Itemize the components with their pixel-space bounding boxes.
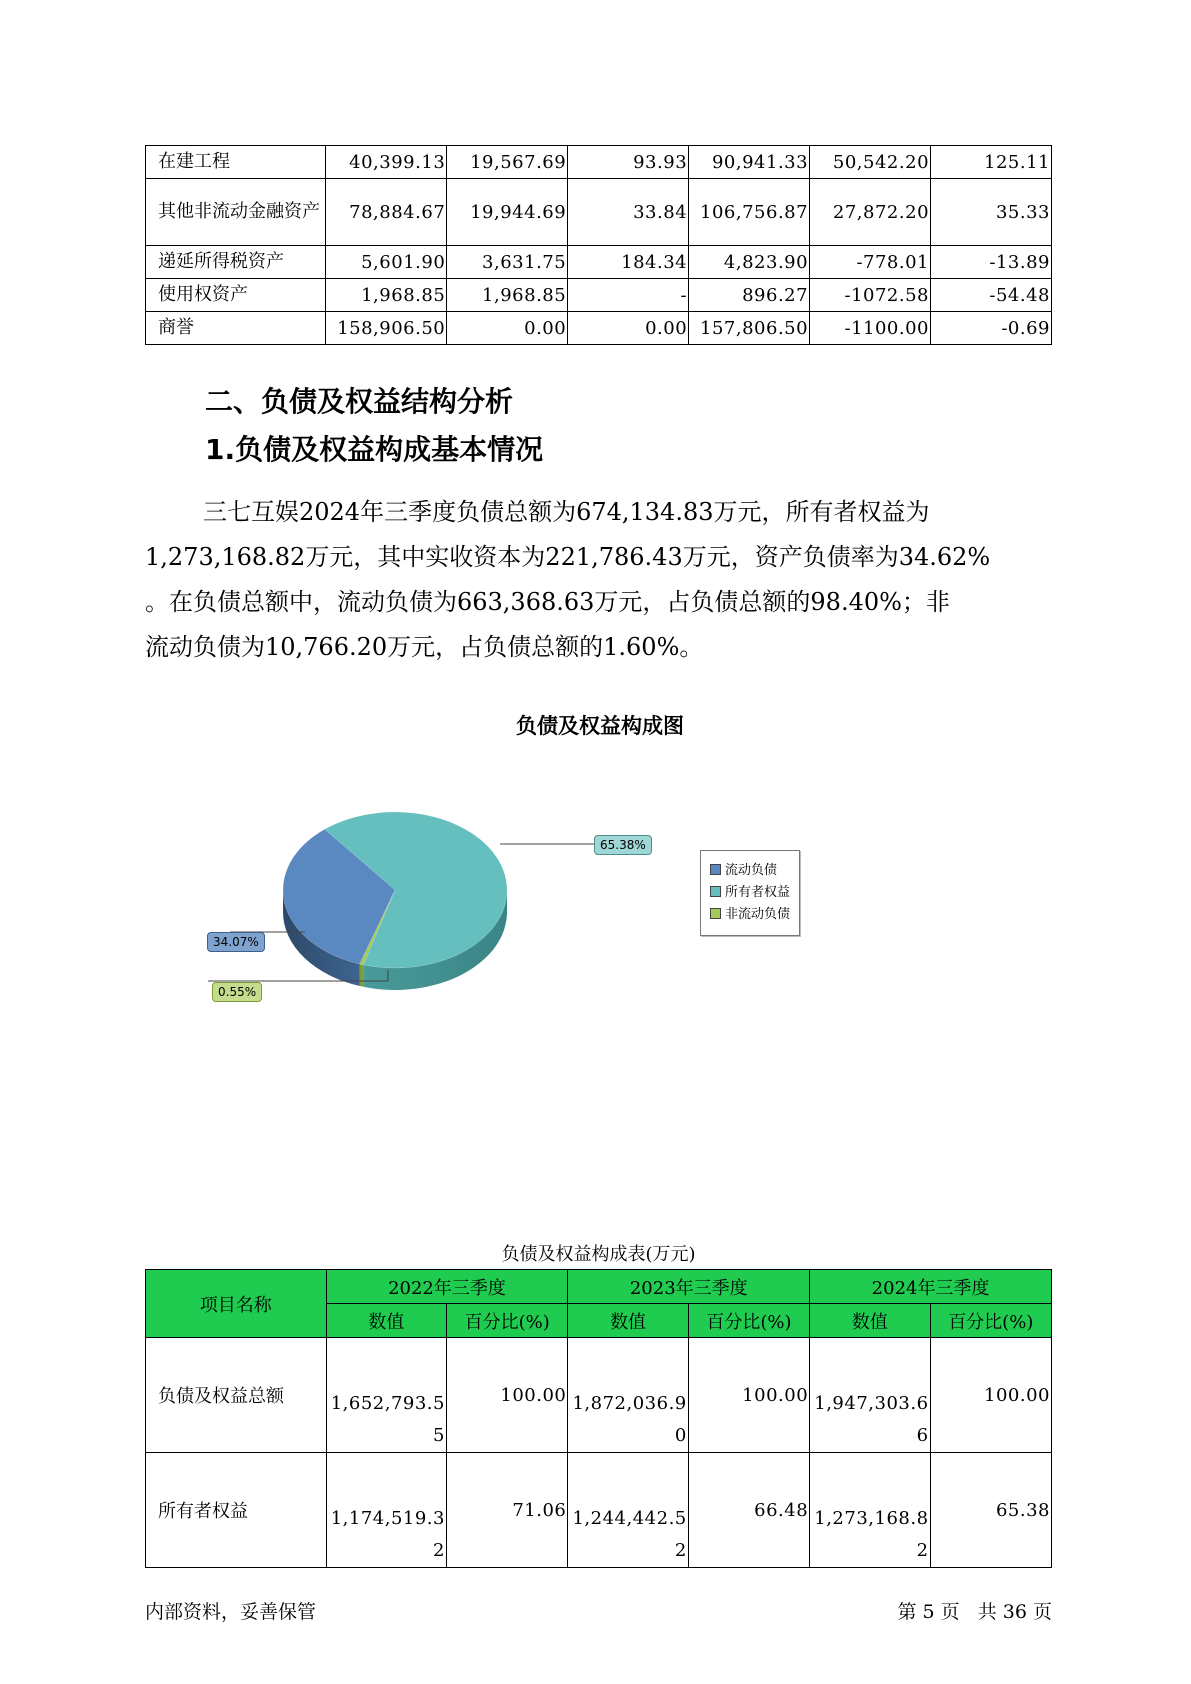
cell-value: 78,884.67 <box>326 179 447 246</box>
legend-label: 流动负债 <box>725 863 778 878</box>
cell-value: 3,631.75 <box>447 246 568 279</box>
data-label-owners-equity: 65.38% <box>594 835 652 855</box>
cell-value: 4,823.90 <box>689 246 810 279</box>
header-value: 数值 <box>326 1304 446 1338</box>
cell-value: 157,806.50 <box>689 312 810 345</box>
cell-value: 33.84 <box>568 179 689 246</box>
cell-value: 35.33 <box>931 179 1052 246</box>
row-name: 递延所得税资产 <box>146 246 326 279</box>
cell-value: 1,872,036.90 <box>568 1338 688 1453</box>
cell-value: 896.27 <box>689 279 810 312</box>
cell-value: 1,652,793.55 <box>326 1338 446 1453</box>
cell-value: 1,947,303.66 <box>810 1338 930 1453</box>
cell-pct: 66.48 <box>688 1453 809 1568</box>
table-row <box>146 279 1052 312</box>
row-name: 使用权资产 <box>146 279 326 312</box>
cell-pct: 100.00 <box>930 1338 1051 1453</box>
table-caption: 负债及权益构成表(万元) <box>501 1244 696 1265</box>
legend-swatch <box>710 908 721 919</box>
cell-pct: 100.00 <box>688 1338 809 1453</box>
chart-title: 负债及权益构成图 <box>516 714 684 738</box>
legend-item <box>710 884 790 902</box>
header-year: 2022年三季度 <box>326 1270 568 1304</box>
cell-value: -1072.58 <box>810 279 931 312</box>
legend-item <box>710 906 790 924</box>
paragraph-line: 流动负债为10,766.20万元，占负债总额的1.60%。 <box>145 633 704 661</box>
cell-value: - <box>568 279 689 312</box>
cell-value: -0.69 <box>931 312 1052 345</box>
table-row <box>146 312 1052 345</box>
header-pct: 百分比(%) <box>446 1304 567 1338</box>
cell-value: 1,968.85 <box>447 279 568 312</box>
legend-label: 所有者权益 <box>725 885 791 900</box>
cell-value: -13.89 <box>931 246 1052 279</box>
table-row <box>146 1453 1052 1568</box>
header-item-name: 项目名称 <box>146 1270 327 1338</box>
chart-legend <box>700 850 800 936</box>
cell-value: 0.00 <box>447 312 568 345</box>
section-heading: 二、负债及权益结构分析 <box>205 385 514 418</box>
cell-value: 5,601.90 <box>326 246 447 279</box>
table-row <box>146 146 1052 179</box>
cell-pct: 65.38 <box>930 1453 1051 1568</box>
summary-paragraph <box>145 490 1052 670</box>
header-value: 数值 <box>568 1304 688 1338</box>
cell-value: 0.00 <box>568 312 689 345</box>
cell-value: 1,244,442.52 <box>568 1453 688 1568</box>
cell-value: -1100.00 <box>810 312 931 345</box>
cell-value: 184.34 <box>568 246 689 279</box>
cell-value: 50,542.20 <box>810 146 931 179</box>
legend-label: 非流动负债 <box>725 907 791 922</box>
cell-value: 19,567.69 <box>447 146 568 179</box>
subsection-heading: 1.负债及权益构成基本情况 <box>205 433 544 466</box>
paragraph-line: 。在负债总额中，流动负债为663,368.63万元，占负债总额的98.40%；非 <box>145 588 950 616</box>
equity-table <box>145 1269 1052 1568</box>
legend-item <box>710 862 777 880</box>
row-name: 商誉 <box>146 312 326 345</box>
legend-swatch <box>710 864 721 875</box>
paragraph-line: 三七互娱2024年三季度负债总额为674,134.83万元，所有者权益为 <box>203 498 930 526</box>
cell-value: 1,273,168.82 <box>810 1453 930 1568</box>
data-label-noncurrent-liabilities: 0.55% <box>212 982 262 1002</box>
cell-value: 1,174,519.32 <box>326 1453 446 1568</box>
cell-value: 90,941.33 <box>689 146 810 179</box>
table-row <box>146 179 1052 246</box>
footer-note: 内部资料，妥善保管 <box>145 1601 317 1623</box>
row-name: 负债及权益总额 <box>146 1338 327 1453</box>
cell-value: 93.93 <box>568 146 689 179</box>
row-name: 其他非流动金融资产 <box>146 179 326 246</box>
paragraph-line: 1,273,168.82万元，其中实收资本为221,786.43万元，资产负债率为34.62% <box>145 543 991 571</box>
header-year: 2023年三季度 <box>568 1270 810 1304</box>
table-row <box>146 1338 1052 1453</box>
cell-value: 40,399.13 <box>326 146 447 179</box>
pie-side-2 <box>360 964 364 987</box>
cell-value: 27,872.20 <box>810 179 931 246</box>
legend-swatch <box>710 886 721 897</box>
data-label-current-liabilities: 34.07% <box>207 932 265 952</box>
cell-value: 19,944.69 <box>447 179 568 246</box>
header-year: 2024年三季度 <box>810 1270 1052 1304</box>
row-name: 所有者权益 <box>146 1453 327 1568</box>
cell-value: 125.11 <box>931 146 1052 179</box>
header-pct: 百分比(%) <box>688 1304 809 1338</box>
cell-pct: 100.00 <box>446 1338 567 1453</box>
page-number: 第 5 页 共 36 页 <box>897 1601 1052 1623</box>
cell-pct: 71.06 <box>446 1453 567 1568</box>
cell-value: 106,756.87 <box>689 179 810 246</box>
row-name: 在建工程 <box>146 146 326 179</box>
cell-value: -778.01 <box>810 246 931 279</box>
header-pct: 百分比(%) <box>930 1304 1051 1338</box>
asset-table <box>145 145 1052 345</box>
cell-value: 1,968.85 <box>326 279 447 312</box>
header-value: 数值 <box>810 1304 930 1338</box>
table-row <box>146 246 1052 279</box>
cell-value: 158,906.50 <box>326 312 447 345</box>
cell-value: -54.48 <box>931 279 1052 312</box>
